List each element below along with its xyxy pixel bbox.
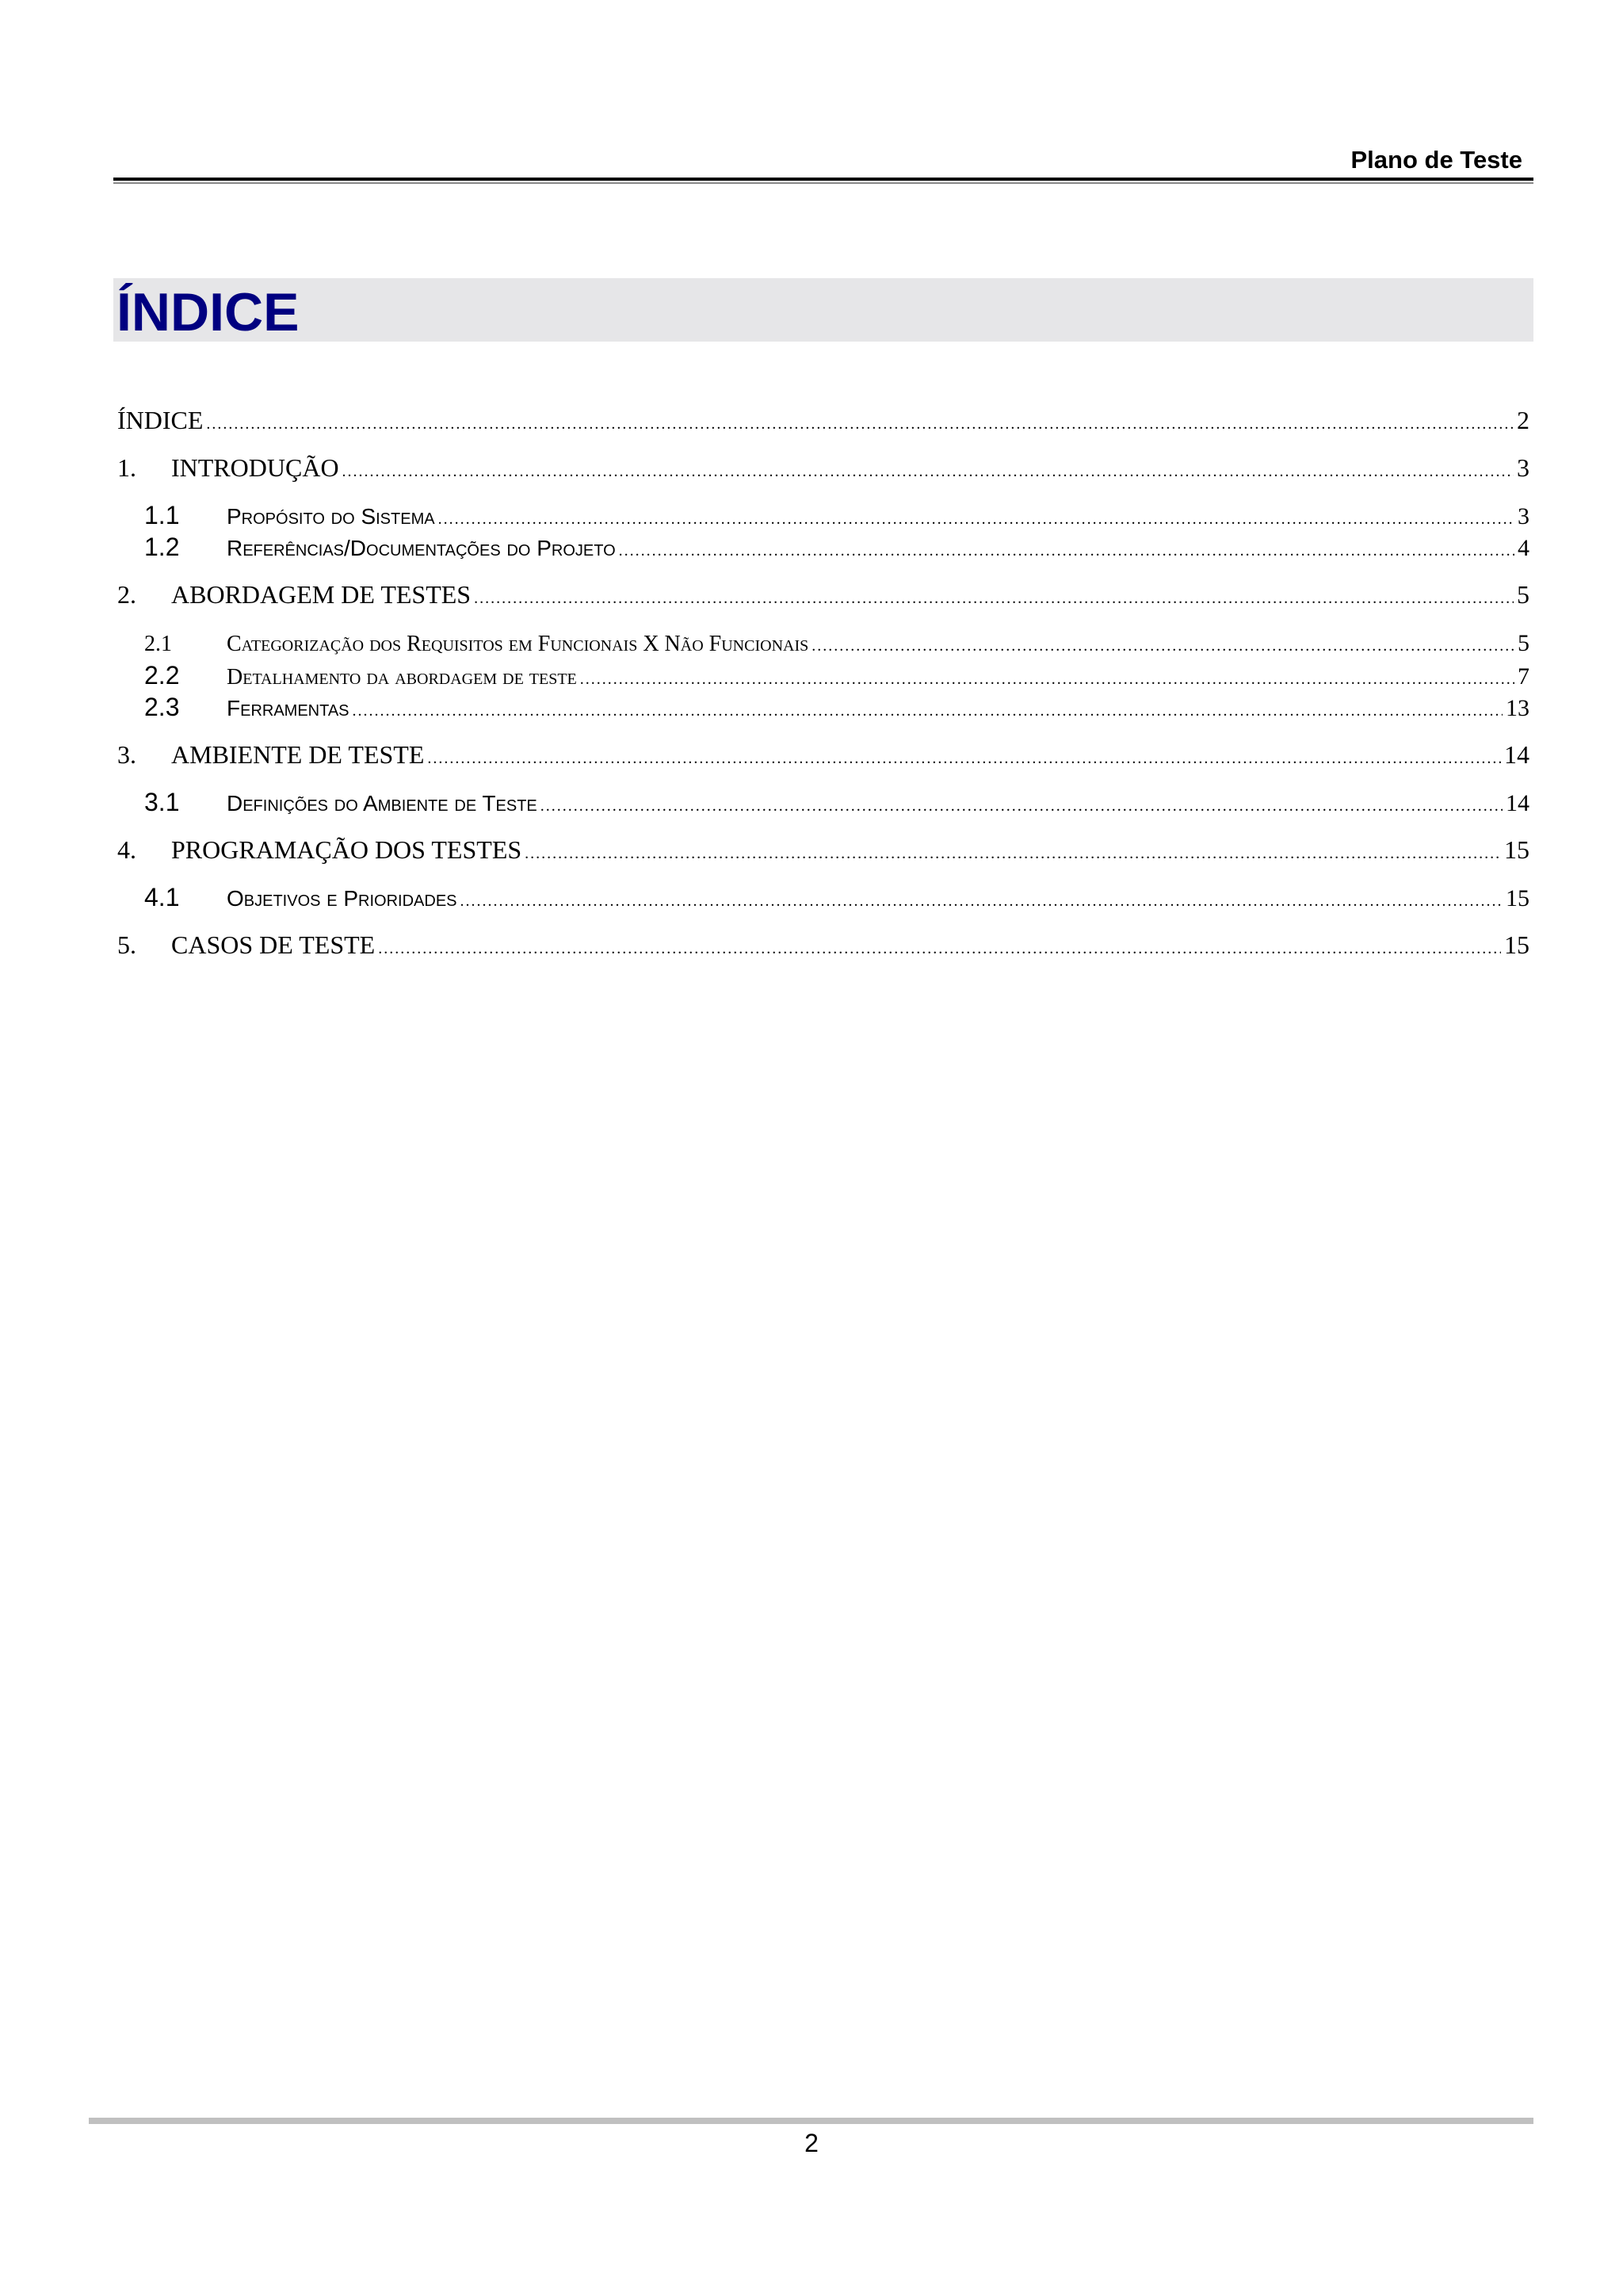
toc-dot-leader <box>540 797 1503 816</box>
toc-entry-page: 4 <box>1518 535 1529 561</box>
toc-entry-ambiente[interactable] <box>117 740 1529 770</box>
toc-entry-definicoes[interactable] <box>117 788 1529 817</box>
toc-entry-page: 13 <box>1506 695 1529 721</box>
toc-entry-number: 4. <box>117 835 136 864</box>
toc-dot-leader <box>206 415 1514 434</box>
toc-entry-page: 5 <box>1518 630 1529 656</box>
toc-entry-label: Definições do Ambiente de Teste <box>227 791 537 816</box>
section-title-band <box>113 278 1533 342</box>
toc-entry-objetivos[interactable] <box>117 883 1529 912</box>
toc-dot-leader <box>619 542 1514 560</box>
toc-entry-label: ABORDAGEM DE TESTES <box>171 580 472 609</box>
toc-entry-introducao[interactable] <box>117 453 1529 483</box>
toc-entry-page: 15 <box>1504 930 1529 959</box>
toc-entry-categorizacao[interactable] <box>117 630 1529 657</box>
toc-entry-page: 3 <box>1517 453 1529 482</box>
toc-entry-number: 4.1 <box>144 883 180 911</box>
toc-dot-leader <box>580 670 1514 689</box>
toc-dot-leader <box>342 463 1514 481</box>
toc-entry-programacao[interactable] <box>117 835 1529 865</box>
toc-entry-number: 1.1 <box>144 501 180 529</box>
toc-entry-label: PROGRAMAÇÃO DOS TESTES <box>171 835 522 864</box>
toc-entry-label: Ferramentas <box>227 696 349 720</box>
toc-dot-leader <box>460 892 1503 911</box>
toc-entry-number: 2.1 <box>144 632 172 656</box>
toc-entry-number: 1. <box>117 453 136 482</box>
header-rule-shadow <box>113 182 1533 184</box>
toc-entry-label: Objetivos e Prioridades <box>227 886 457 911</box>
toc-entry-number: 5. <box>117 930 136 959</box>
toc-entry-number: 1.2 <box>144 533 180 561</box>
toc-entry-page: 14 <box>1504 740 1529 769</box>
toc-entry-label: Categorização dos Requisitos em Funcionais X Não Funcionais <box>227 632 809 656</box>
toc-entry-page: 5 <box>1517 580 1529 609</box>
footer-rule <box>89 2118 1533 2124</box>
toc-dot-leader <box>378 940 1501 958</box>
toc-entry-number: 3. <box>117 740 136 769</box>
toc-entry-label: AMBIENTE DE TESTE <box>171 740 425 769</box>
toc-entry-label: ÍNDICE <box>117 406 204 434</box>
toc-entry-casos[interactable] <box>117 930 1529 960</box>
toc-entry-label: Propósito do Sistema <box>227 504 435 529</box>
toc-entry-abordagem[interactable] <box>117 580 1529 609</box>
toc-entry-number: 3.1 <box>144 788 180 816</box>
document-title: Plano de Teste <box>1350 146 1522 174</box>
toc-dot-leader <box>525 845 1501 863</box>
toc-entry-label: CASOS DE TESTE <box>171 930 376 959</box>
section-title: ÍNDICE <box>116 282 300 342</box>
toc-dot-leader <box>438 510 1514 529</box>
toc-entry-page: 14 <box>1506 790 1529 816</box>
toc-entry-label: INTRODUÇÃO <box>171 453 339 482</box>
toc-entry-detalhamento[interactable] <box>117 661 1529 690</box>
page-header <box>113 139 1533 181</box>
toc-entry-label: Referências/Documentações do Projeto <box>227 536 616 560</box>
toc-entry-number: 2.2 <box>144 661 180 690</box>
toc-dot-leader <box>812 637 1514 655</box>
toc-dot-leader <box>427 750 1501 768</box>
page-number: 2 <box>804 2129 819 2157</box>
toc-entry-proposito[interactable] <box>117 501 1529 530</box>
toc-entry-page: 15 <box>1504 835 1529 864</box>
header-rule <box>113 178 1533 181</box>
toc-entry-ferramentas[interactable] <box>117 693 1529 722</box>
toc-dot-leader <box>353 702 1503 720</box>
toc-entry-page: 3 <box>1518 503 1529 529</box>
toc-entry-number: 2. <box>117 580 136 609</box>
toc-entry-page: 2 <box>1517 406 1529 434</box>
toc-entry-referencias[interactable] <box>117 533 1529 562</box>
toc-entry-page: 7 <box>1518 663 1529 690</box>
toc-dot-leader <box>474 590 1514 608</box>
toc-entry-number: 2.3 <box>144 693 180 721</box>
toc-entry-page: 15 <box>1506 885 1529 911</box>
toc-entry-label: Detalhamento da abordagem de teste <box>227 665 577 690</box>
toc-entry-indice[interactable] <box>117 406 1529 435</box>
